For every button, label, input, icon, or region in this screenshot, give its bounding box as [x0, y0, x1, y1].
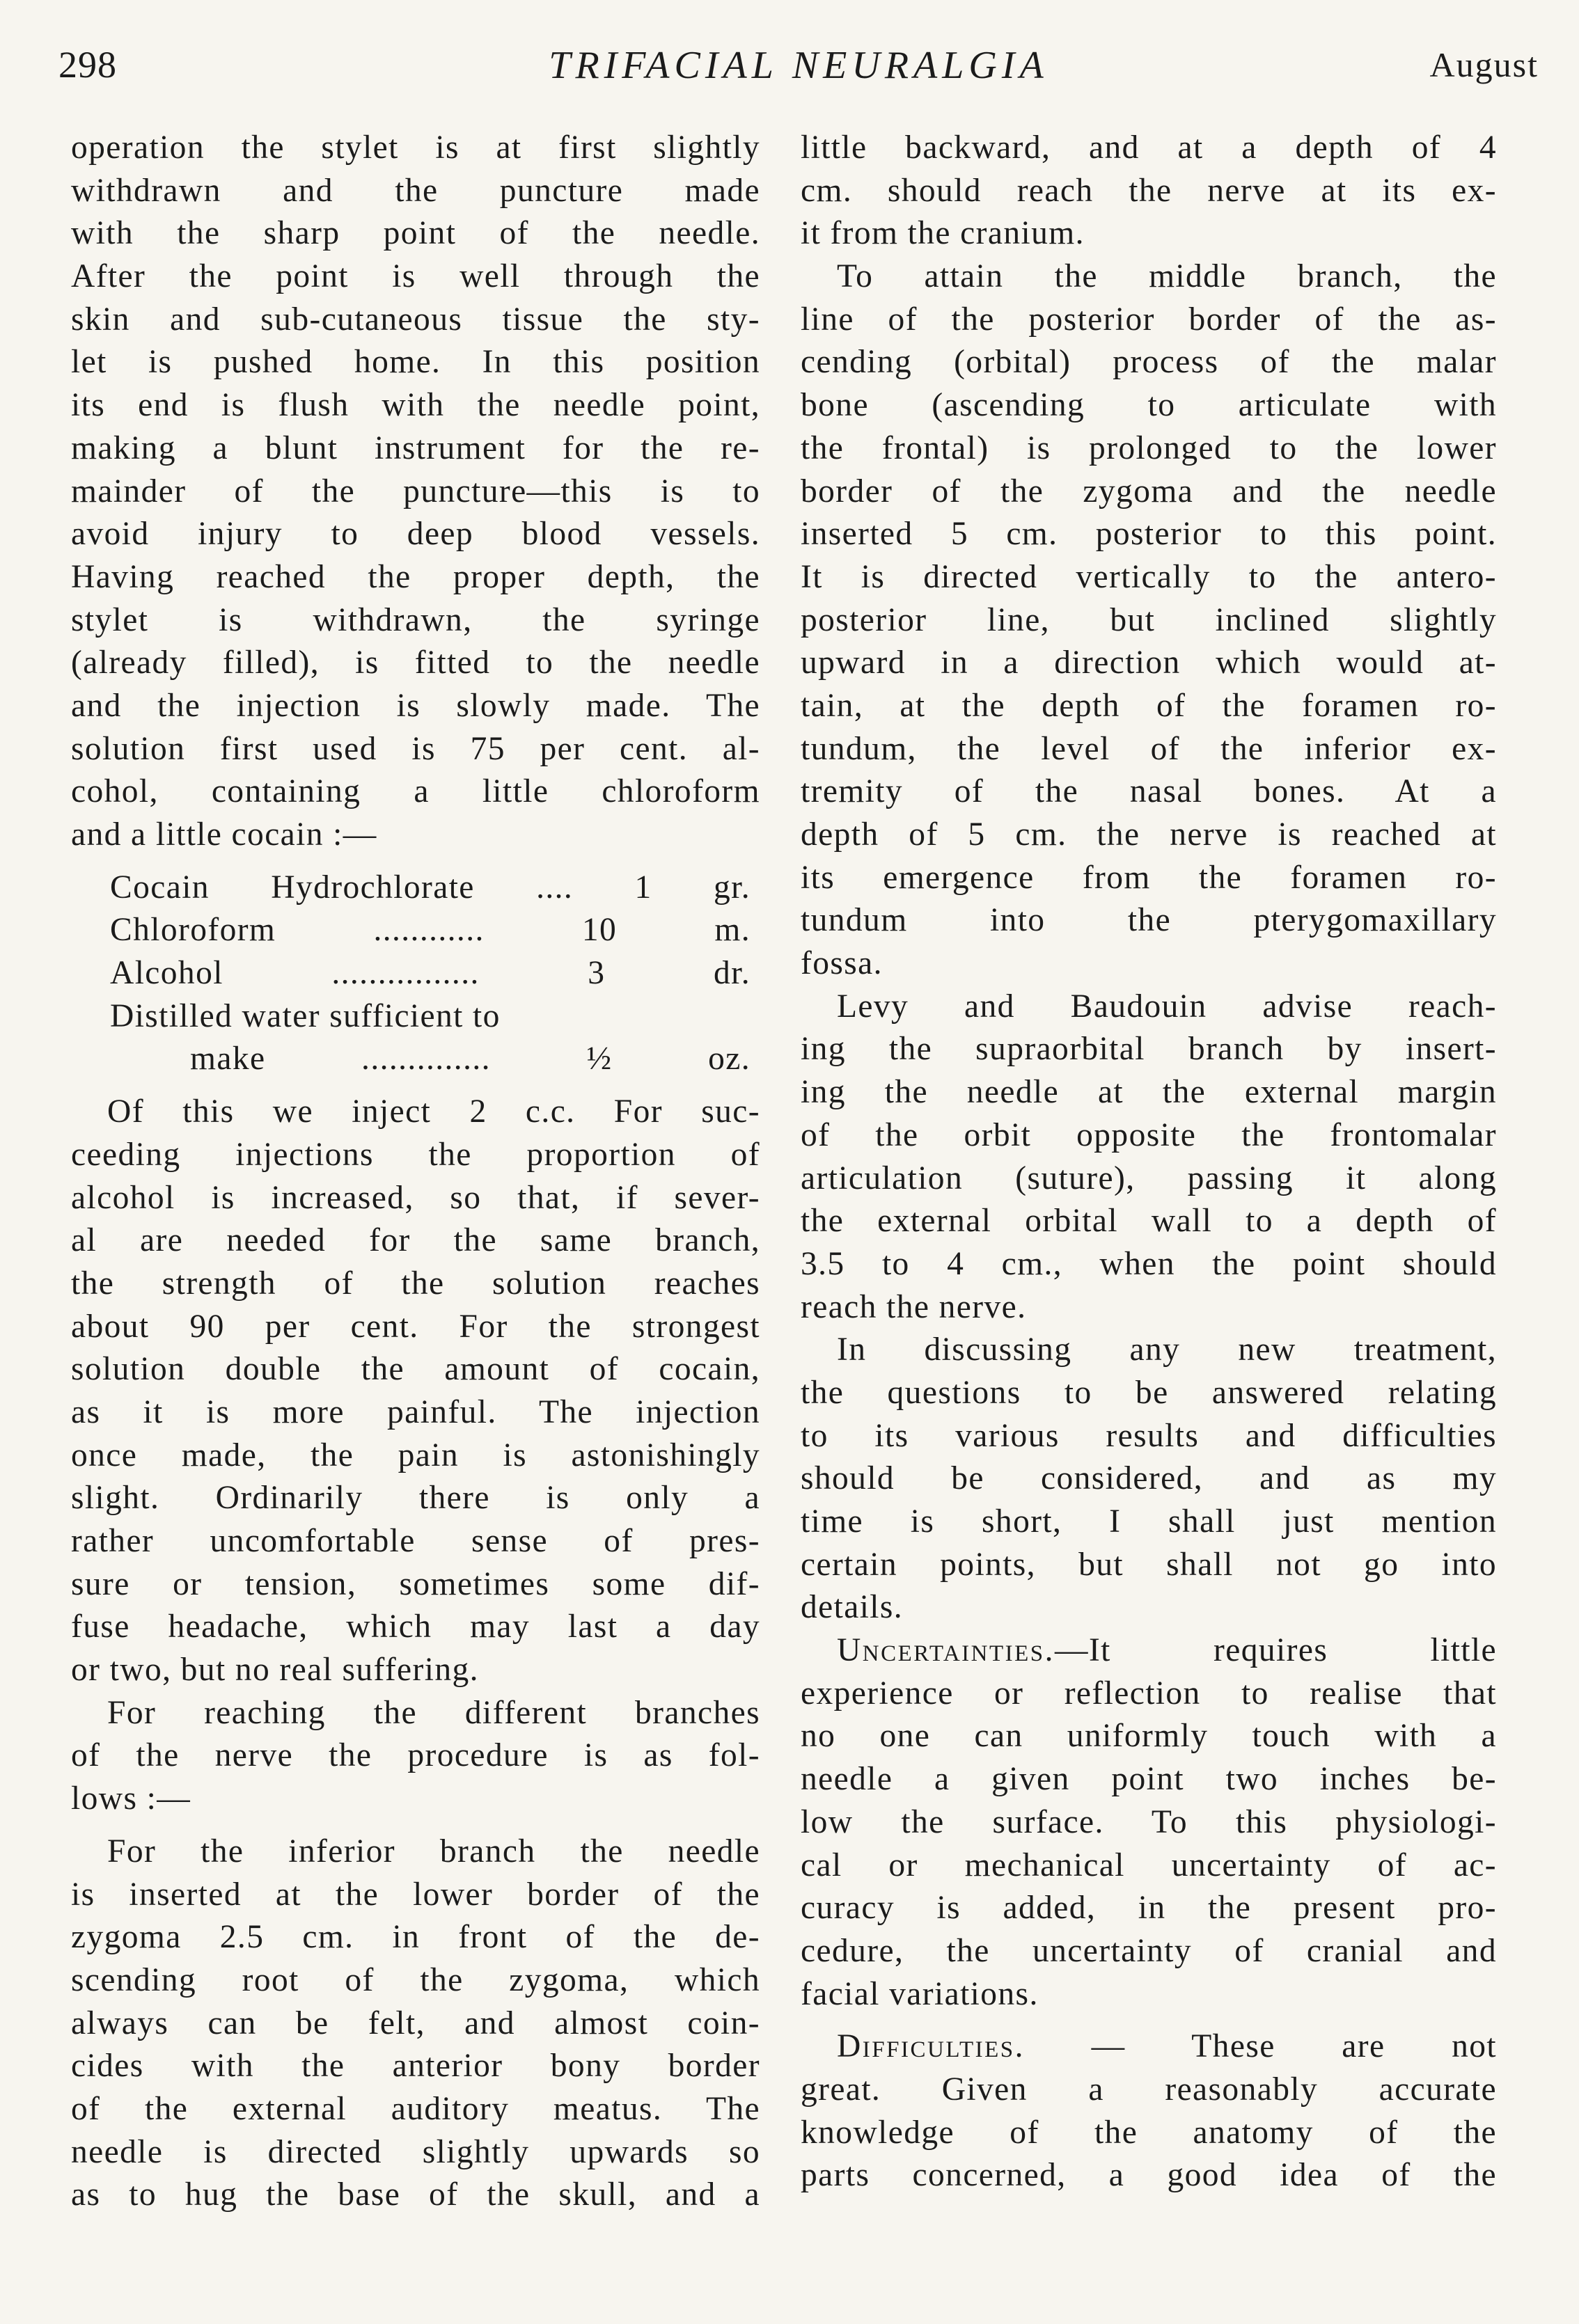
text-line: cm. should reach the nerve at its ex-	[801, 172, 1497, 209]
text-line: Levy and Baudouin advise reach-	[837, 988, 1497, 1025]
text-line: and the injection is slowly made. The	[71, 687, 760, 724]
text-line: cides with the anterior bony border	[71, 2048, 760, 2085]
text-line: needle is directed slightly upwards so	[71, 2133, 760, 2170]
text-line: with the sharp point of the needle.	[71, 215, 760, 252]
text-line: as it is more painful. The injection	[71, 1393, 760, 1430]
text-line: ing the supraorbital branch by insert-	[801, 1031, 1497, 1068]
text-line: about 90 per cent. For the strongest	[71, 1308, 760, 1345]
text-line	[801, 1629, 1497, 1673]
text-line: 3.5 to 4 cm., when the point should	[801, 1245, 1497, 1282]
text-line: or two, but no real suffering.	[71, 1652, 479, 1689]
text-line: line of the posterior border of the as-	[801, 301, 1497, 338]
text-line: details.	[801, 1589, 904, 1626]
text-line: and a little cocain :—	[71, 816, 377, 853]
paragraph-injection-strength	[71, 1091, 760, 1692]
text-line: al are needed for the same branch,	[71, 1222, 760, 1259]
text-line: experience or reflection to realise that	[801, 1675, 1497, 1712]
text-line: reach the nerve.	[801, 1288, 1027, 1325]
section-heading: Difficulties.	[837, 2028, 1025, 2065]
text-line: the questions to be answered relating	[801, 1374, 1497, 1411]
text-line: upward in a direction which would at-	[801, 645, 1497, 681]
text-line: fossa.	[801, 945, 883, 982]
text-line: ceeding injections the proportion of	[71, 1136, 760, 1173]
text-line: as to hug the base of the skull, and a	[71, 2176, 760, 2213]
text-line: sure or tension, sometimes some dif-	[71, 1565, 760, 1602]
text-line: scending root of the zygoma, which	[71, 1961, 760, 1998]
recipe-line: Distilled water sufficient to	[110, 997, 501, 1034]
text-line: stylet is withdrawn, the syringe	[71, 601, 760, 638]
text-line: needle a given point two inches be-	[801, 1761, 1497, 1798]
text-line: the strength of the solution reaches	[71, 1265, 760, 1302]
text-line: tundum into the pterygomaxillary	[801, 902, 1497, 939]
text-line: always can be felt, and almost coin-	[71, 2005, 760, 2041]
section-heading: Uncertainties.	[837, 1632, 1055, 1669]
paragraph-difficulties	[801, 2025, 1497, 2197]
text-line: It is directed vertically to the antero-	[801, 558, 1497, 595]
text-line: After the point is well through the	[71, 258, 760, 295]
text-line: knowledge of the anatomy of the	[801, 2114, 1497, 2151]
text-line: Of this we inject 2 c.c. For suc-	[107, 1093, 760, 1130]
text-line: mainder of the puncture—this is to	[71, 473, 760, 509]
text-line: low the surface. To this physiologi-	[801, 1803, 1497, 1840]
text-line: should be considered, and as my	[801, 1460, 1497, 1497]
text-line: alcohol is increased, so that, if sever-	[71, 1179, 760, 1216]
text-line: the frontal) is prolonged to the lower	[801, 429, 1497, 466]
text-line: curacy is added, in the present pro-	[801, 1890, 1497, 1927]
text-line: it from the cranium.	[801, 215, 1085, 252]
text-line: fuse headache, which may last a day	[71, 1608, 760, 1645]
text-line: For reaching the different branches	[107, 1694, 760, 1731]
text-line: facial variations.	[801, 1975, 1039, 2012]
text-line: operation the stylet is at first slightly	[71, 129, 760, 166]
text-line: slight. Ordinarily there is only a	[71, 1480, 760, 1517]
paragraph-discussion	[801, 1329, 1497, 1629]
page-number: 298	[58, 44, 117, 86]
text-line: tremity of the nasal bones. At a	[801, 773, 1497, 810]
right-column	[801, 127, 1497, 2197]
text-line: its emergence from the foramen ro-	[801, 859, 1497, 896]
text-line: to its various results and difficulties	[801, 1417, 1497, 1454]
text-line: (already filled), is fitted to the needle	[71, 645, 760, 681]
text-line: the external orbital wall to a depth of	[801, 1203, 1497, 1240]
paragraph-uncertainties	[801, 1629, 1497, 2016]
text-line: great. Given a reasonably accurate	[801, 2071, 1497, 2108]
recipe-table	[110, 867, 751, 1081]
text-line: posterior line, but inclined slightly	[801, 601, 1497, 638]
text-line: certain points, but shall not go into	[801, 1546, 1497, 1583]
text-line: cending (orbital) process of the malar	[801, 344, 1497, 381]
paragraph-middle-branch	[801, 255, 1497, 986]
recipe-line: Alcohol ................ 3 dr.	[110, 955, 751, 992]
text-line: cohol, containing a little chloroform	[71, 773, 760, 810]
text-line: cedure, the uncertainty of cranial and	[801, 1932, 1497, 1969]
text-line: is inserted at the lower border of the	[71, 1876, 760, 1913]
text-line: no one can uniformly touch with a	[801, 1718, 1497, 1755]
text-line: ing the needle at the external margin	[801, 1074, 1497, 1111]
paragraph-inferior-branch	[71, 1831, 760, 2217]
paragraph-branches-intro	[71, 1692, 760, 1821]
text-fragment: — These are not	[1025, 2028, 1497, 2065]
text-line: To attain the middle branch, the	[837, 258, 1497, 295]
text-line: of the nerve the procedure is as fol-	[71, 1737, 760, 1774]
text-line: inserted 5 cm. posterior to this point.	[801, 516, 1497, 553]
text-line	[801, 2025, 1497, 2069]
text-line: For the inferior branch the needle	[107, 1833, 760, 1870]
text-line: rather uncomfortable sense of pres-	[71, 1523, 760, 1559]
paragraph-stylet-procedure	[71, 127, 760, 857]
text-line: its end is flush with the needle point,	[71, 387, 760, 424]
text-line: zygoma 2.5 cm. in front of the de-	[71, 1919, 760, 1956]
text-line: Having reached the proper depth, the	[71, 558, 760, 595]
text-line: withdrawn and the puncture made	[71, 172, 760, 209]
text-line: cal or mechanical uncertainty of ac-	[801, 1847, 1497, 1883]
text-line: little backward, and at a depth of 4	[801, 129, 1497, 166]
text-line: In discussing any new treatment,	[837, 1331, 1497, 1368]
text-line: let is pushed home. In this position	[71, 344, 760, 381]
text-line: tundum, the level of the inferior ex-	[801, 730, 1497, 767]
text-line: once made, the pain is astonishingly	[71, 1437, 760, 1473]
paragraph-supraorbital	[801, 986, 1497, 1329]
text-line: solution first used is 75 per cent. al-	[71, 730, 760, 767]
recipe-line: make .............. ½ oz.	[190, 1041, 751, 1077]
text-line: of the orbit opposite the frontomalar	[801, 1116, 1497, 1153]
text-line: solution double the amount of cocain,	[71, 1351, 760, 1388]
text-line: articulation (suture), passing it along	[801, 1160, 1497, 1196]
text-line: lows :—	[71, 1780, 191, 1817]
text-line: making a blunt instrument for the re-	[71, 429, 760, 466]
running-title: TRIFACIAL NEURALGIA	[549, 44, 1048, 87]
recipe-line: Chloroform ............ 10 m.	[110, 912, 751, 949]
recipe-line: Cocain Hydrochlorate .... 1 gr.	[110, 869, 751, 906]
text-line: depth of 5 cm. the nerve is reached at	[801, 816, 1497, 853]
text-line: tain, at the depth of the foramen ro-	[801, 687, 1497, 724]
text-line: border of the zygoma and the needle	[801, 473, 1497, 509]
left-column	[71, 127, 760, 2217]
text-line: avoid injury to deep blood vessels.	[71, 516, 760, 553]
text-line: skin and sub-cutaneous tissue the sty-	[71, 301, 760, 338]
text-line: of the external auditory meatus. The	[71, 2090, 760, 2127]
text-line: parts concerned, a good idea of the	[801, 2157, 1497, 2194]
paragraph-inferior-continued	[801, 127, 1497, 255]
running-head	[58, 43, 1539, 99]
running-month: August	[1429, 45, 1539, 84]
text-fragment: —It requires little	[1055, 1632, 1497, 1669]
text-line: time is short, I shall just mention	[801, 1503, 1497, 1540]
text-line: bone (ascending to articulate with	[801, 387, 1497, 424]
